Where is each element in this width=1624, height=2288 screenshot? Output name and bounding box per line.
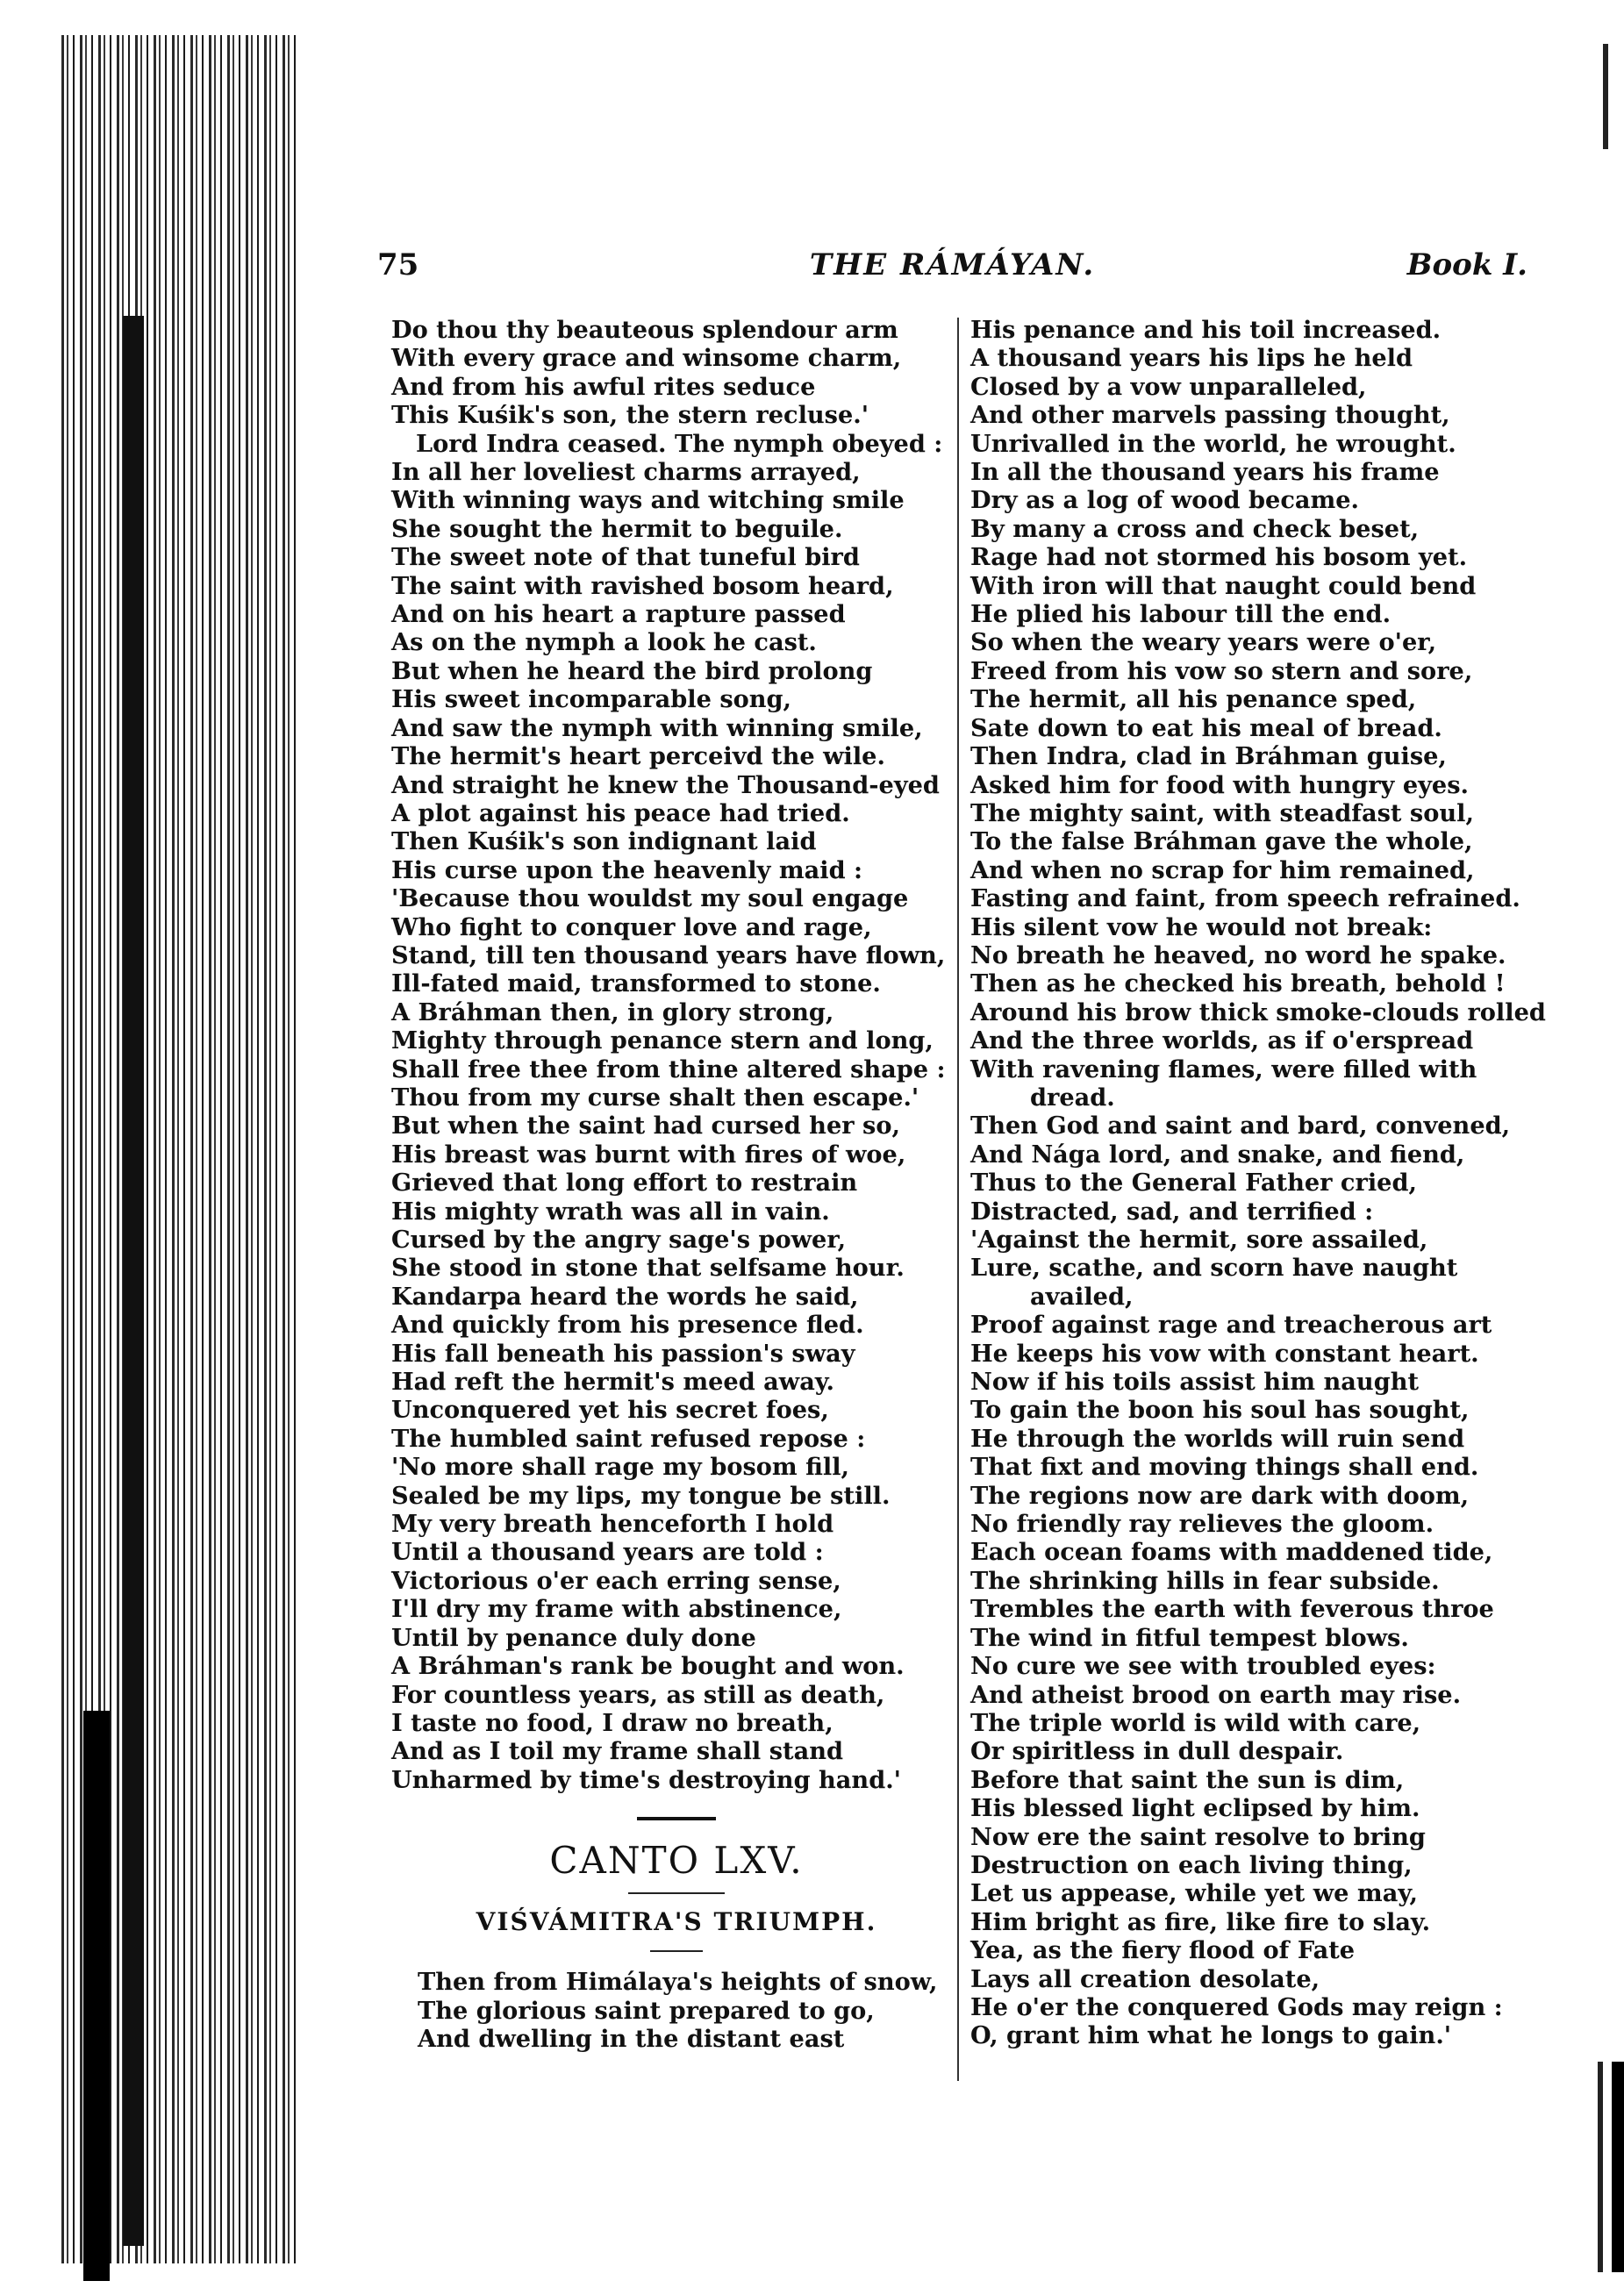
- verse-line: Ill-fated maid, transformed to stone.: [391, 969, 881, 998]
- verse-line: And quickly from his presence fled.: [391, 1311, 864, 1340]
- verse-line: No friendly ray relieves the gloom.: [970, 1510, 1434, 1539]
- verse-line: Or spiritless in dull despair.: [970, 1737, 1344, 1766]
- verse-line: Lays all creation desolate,: [970, 1964, 1320, 1993]
- verse-line: The regions now are dark with doom,: [970, 1481, 1470, 1510]
- verse-line: The sweet note of that tuneful bird: [391, 543, 860, 572]
- verse-line: His mighty wrath was all in vain.: [391, 1197, 830, 1226]
- verse-line: And dwelling in the distant east: [418, 2024, 845, 2053]
- verse-line: Stand, till ten thousand years have flown,: [391, 940, 946, 969]
- verse-line: I taste no food, I draw no breath,: [391, 1708, 833, 1737]
- verse-line: With winning ways and witching smile: [391, 486, 905, 515]
- verse-line: Unrivalled in the world, he wrought.: [970, 429, 1456, 458]
- verse-line: Each ocean foams with maddened tide,: [970, 1538, 1493, 1567]
- verse-line: He o'er the conquered Gods may reign :: [970, 1992, 1503, 2021]
- verse-line: And straight he knew the Thousand-eyed: [391, 770, 940, 799]
- verse-line: Then as he checked his breath, behold !: [970, 969, 1506, 998]
- verse-line: Freed from his vow so stern and sore,: [970, 656, 1473, 685]
- verse-line: The shrinking hills in fear subside.: [970, 1566, 1440, 1595]
- verse-line: Lure, scathe, and scorn have naught: [970, 1254, 1458, 1283]
- verse-line: The mighty saint, with steadfast soul,: [970, 798, 1474, 827]
- page-number: 75: [377, 247, 419, 282]
- verse-line: His breast was burnt with fires of woe,: [391, 1140, 906, 1169]
- verse-line: Mighty through penance stern and long,: [391, 1026, 934, 1055]
- verse-line: He through the worlds will ruin send: [970, 1424, 1465, 1453]
- verse-line: Then Kuśik's son indignant laid: [391, 827, 817, 856]
- verse-line: O, grant him what he longs to gain.': [970, 2021, 1452, 2050]
- verse-line: With iron will that naught could bend: [970, 571, 1477, 600]
- verse-line: Cursed by the angry sage's power,: [391, 1226, 847, 1254]
- verse-line: In all the thousand years his frame: [970, 458, 1440, 487]
- running-title: THE RÁMÁYAN.: [809, 247, 1096, 282]
- verse-line: Let us appease, while yet we may,: [970, 1879, 1418, 1908]
- running-header: [377, 247, 1527, 291]
- subtitle-rule: [650, 1950, 703, 1952]
- page-edge-mark-bottom: [1589, 2062, 1624, 2272]
- verse-line: Had reft the hermit's meed away.: [391, 1368, 834, 1397]
- verse-line: And from his awful rites seduce: [391, 372, 816, 401]
- verse-line: This Kuśik's son, the stern recluse.': [391, 401, 869, 430]
- verse-line: Destruction on each living thing,: [970, 1850, 1413, 1879]
- verse-line: Now ere the saint resolve to bring: [970, 1822, 1426, 1851]
- verse-line: Then Indra, clad in Bráhman guise,: [970, 742, 1447, 771]
- verse-line: And on his heart a rapture passed: [391, 600, 846, 629]
- verse-line: The hermit's heart perceivd the wile.: [391, 742, 885, 771]
- verse-line: That fixt and moving things shall end.: [970, 1453, 1479, 1482]
- verse-line: His blessed light eclipsed by him.: [970, 1794, 1420, 1823]
- verse-line: And Nága lord, and snake, and fiend,: [970, 1140, 1465, 1169]
- verse-line: The triple world is wild with care,: [970, 1708, 1421, 1737]
- verse-line: Grieved that long effort to restrain: [391, 1169, 858, 1198]
- verse-line: Fasting and faint, from speech refrained.: [970, 884, 1520, 913]
- verse-line: The glorious saint prepared to go,: [418, 1996, 875, 2025]
- verse-line: A plot against his peace had tried.: [391, 798, 850, 827]
- column-rule: [957, 318, 959, 2081]
- canto-subtitle: VIŚVÁMITRA'S TRIUMPH.: [476, 1907, 877, 1937]
- left-verse-block: [391, 316, 953, 1794]
- verse-line: Dry as a log of wood became.: [970, 486, 1360, 515]
- verse-line: Now if his toils assist him naught: [970, 1368, 1420, 1397]
- verse-line: As on the nymph a look he cast.: [391, 628, 817, 657]
- ornamental-divider: [637, 1817, 716, 1820]
- verse-line: Him bright as fire, like fire to slay.: [970, 1907, 1431, 1936]
- page-edge-mark-top: [1603, 44, 1608, 149]
- verse-line: Before that saint the sun is dim,: [970, 1765, 1405, 1794]
- verse-line: availed,: [1030, 1282, 1134, 1311]
- verse-line: And other marvels passing thought,: [970, 401, 1450, 430]
- verse-line: 'Against the hermit, sore assailed,: [970, 1226, 1428, 1254]
- verse-line: Victorious o'er each erring sense,: [391, 1566, 841, 1595]
- verse-line: dread.: [1030, 1083, 1115, 1112]
- verse-line: And the three worlds, as if o'erspread: [970, 1026, 1474, 1055]
- verse-line: His silent vow he would not break:: [970, 912, 1433, 941]
- verse-line: But when the saint had cursed her so,: [391, 1112, 900, 1140]
- verse-line: A thousand years his lips he held: [970, 344, 1413, 373]
- verse-line: In all her loveliest charms arrayed,: [391, 458, 861, 487]
- verse-line: Shall free thee from thine altered shape :: [391, 1055, 946, 1083]
- verse-line: His curse upon the heavenly maid :: [391, 855, 863, 884]
- verse-line: No cure we see with troubled eyes:: [970, 1652, 1436, 1681]
- verse-line: Yea, as the fiery flood of Fate: [970, 1936, 1356, 1965]
- right-verse-block: [970, 316, 1576, 2050]
- canto-heading-block: [409, 1817, 944, 1952]
- verse-line: Until a thousand years are told :: [391, 1538, 824, 1567]
- verse-line: Asked him for food with hungry eyes.: [970, 770, 1469, 799]
- verse-line: Until by penance duly done: [391, 1623, 756, 1652]
- verse-line: But when he heard the bird prolong: [391, 656, 873, 685]
- verse-line: A Bráhman then, in glory strong,: [391, 997, 834, 1026]
- verse-line: He keeps his vow with constant heart.: [970, 1339, 1479, 1368]
- verse-line: With every grace and winsome charm,: [391, 344, 902, 373]
- verse-line: Closed by a vow unparalleled,: [970, 372, 1367, 401]
- verse-line: The saint with ravished bosom heard,: [391, 571, 894, 600]
- verse-line: Then God and saint and bard, convened,: [970, 1112, 1511, 1140]
- verse-line: Thus to the General Father cried,: [970, 1169, 1417, 1198]
- verse-line: Proof against rage and treacherous art: [970, 1311, 1492, 1340]
- verse-line: To the false Bráhman gave the whole,: [970, 827, 1473, 856]
- verse-line: 'Because thou wouldst my soul engage: [391, 884, 909, 913]
- verse-line: And atheist brood on earth may rise.: [970, 1680, 1462, 1709]
- verse-line: No breath he heaved, no word he spake.: [970, 940, 1506, 969]
- binding-shadow-lower: [83, 1711, 110, 2281]
- verse-line: 'No more shall rage my bosom fill,: [391, 1453, 850, 1482]
- verse-line: Distracted, sad, and terrified :: [970, 1197, 1374, 1226]
- verse-line: Around his brow thick smoke-clouds rolled: [970, 997, 1546, 1026]
- verse-line: Rage had not stormed his bosom yet.: [970, 543, 1468, 572]
- verse-line: A Bráhman's rank be bought and won.: [391, 1652, 905, 1681]
- verse-line: Unharmed by time's destroying hand.': [391, 1765, 901, 1794]
- verse-line: The humbled saint refused repose :: [391, 1424, 866, 1453]
- verse-line: Then from Himálaya's heights of snow,: [418, 1968, 938, 1997]
- verse-line: Trembles the earth with feverous throe: [970, 1595, 1494, 1624]
- verse-line: And saw the nymph with winning smile,: [391, 713, 923, 742]
- verse-line: His penance and his toil increased.: [970, 316, 1442, 344]
- book-reference: Book I.: [1406, 247, 1527, 282]
- verse-line: For countless years, as still as death,: [391, 1680, 885, 1709]
- right-column: [970, 316, 1576, 2050]
- verse-line: With ravening flames, were filled with: [970, 1055, 1477, 1083]
- verse-line: His fall beneath his passion's sway: [391, 1339, 855, 1368]
- left-column: [391, 316, 953, 2053]
- verse-line: So when the weary years were o'er,: [970, 628, 1437, 657]
- verse-line: Do thou thy beauteous splendour arm: [391, 316, 898, 344]
- verse-line: Thou from my curse shalt then escape.': [391, 1083, 919, 1112]
- verse-line: The wind in fitful tempest blows.: [970, 1623, 1409, 1652]
- verse-line: To gain the boon his soul has sought,: [970, 1396, 1470, 1425]
- verse-line: My very breath henceforth I hold: [391, 1510, 834, 1539]
- verse-line: She sought the hermit to beguile.: [391, 514, 843, 543]
- verse-line: Unconquered yet his secret foes,: [391, 1396, 829, 1425]
- verse-line: The hermit, all his penance sped,: [970, 685, 1417, 714]
- title-rule: [628, 1892, 725, 1894]
- verse-line: Kandarpa heard the words he said,: [391, 1282, 859, 1311]
- verse-line: Sate down to eat his meal of bread.: [970, 713, 1442, 742]
- verse-line: I'll dry my frame with abstinence,: [391, 1595, 842, 1624]
- verse-line: He plied his labour till the end.: [970, 600, 1391, 629]
- verse-line: By many a cross and check beset,: [970, 514, 1420, 543]
- verse-line: She stood in stone that selfsame hour.: [391, 1254, 905, 1283]
- canto-verse-block: [391, 1968, 953, 2053]
- verse-line: Who fight to conquer love and rage,: [391, 912, 872, 941]
- binding-shadow: [123, 316, 144, 2246]
- verse-line: Lord Indra ceased. The nymph obeyed :: [416, 429, 943, 458]
- verse-line: And as I toil my frame shall stand: [391, 1737, 843, 1766]
- canto-title: CANTO LXV.: [549, 1839, 804, 1883]
- verse-line: Sealed be my lips, my tongue be still.: [391, 1481, 891, 1510]
- verse-line: And when no scrap for him remained,: [970, 855, 1475, 884]
- verse-line: His sweet incomparable song,: [391, 685, 792, 714]
